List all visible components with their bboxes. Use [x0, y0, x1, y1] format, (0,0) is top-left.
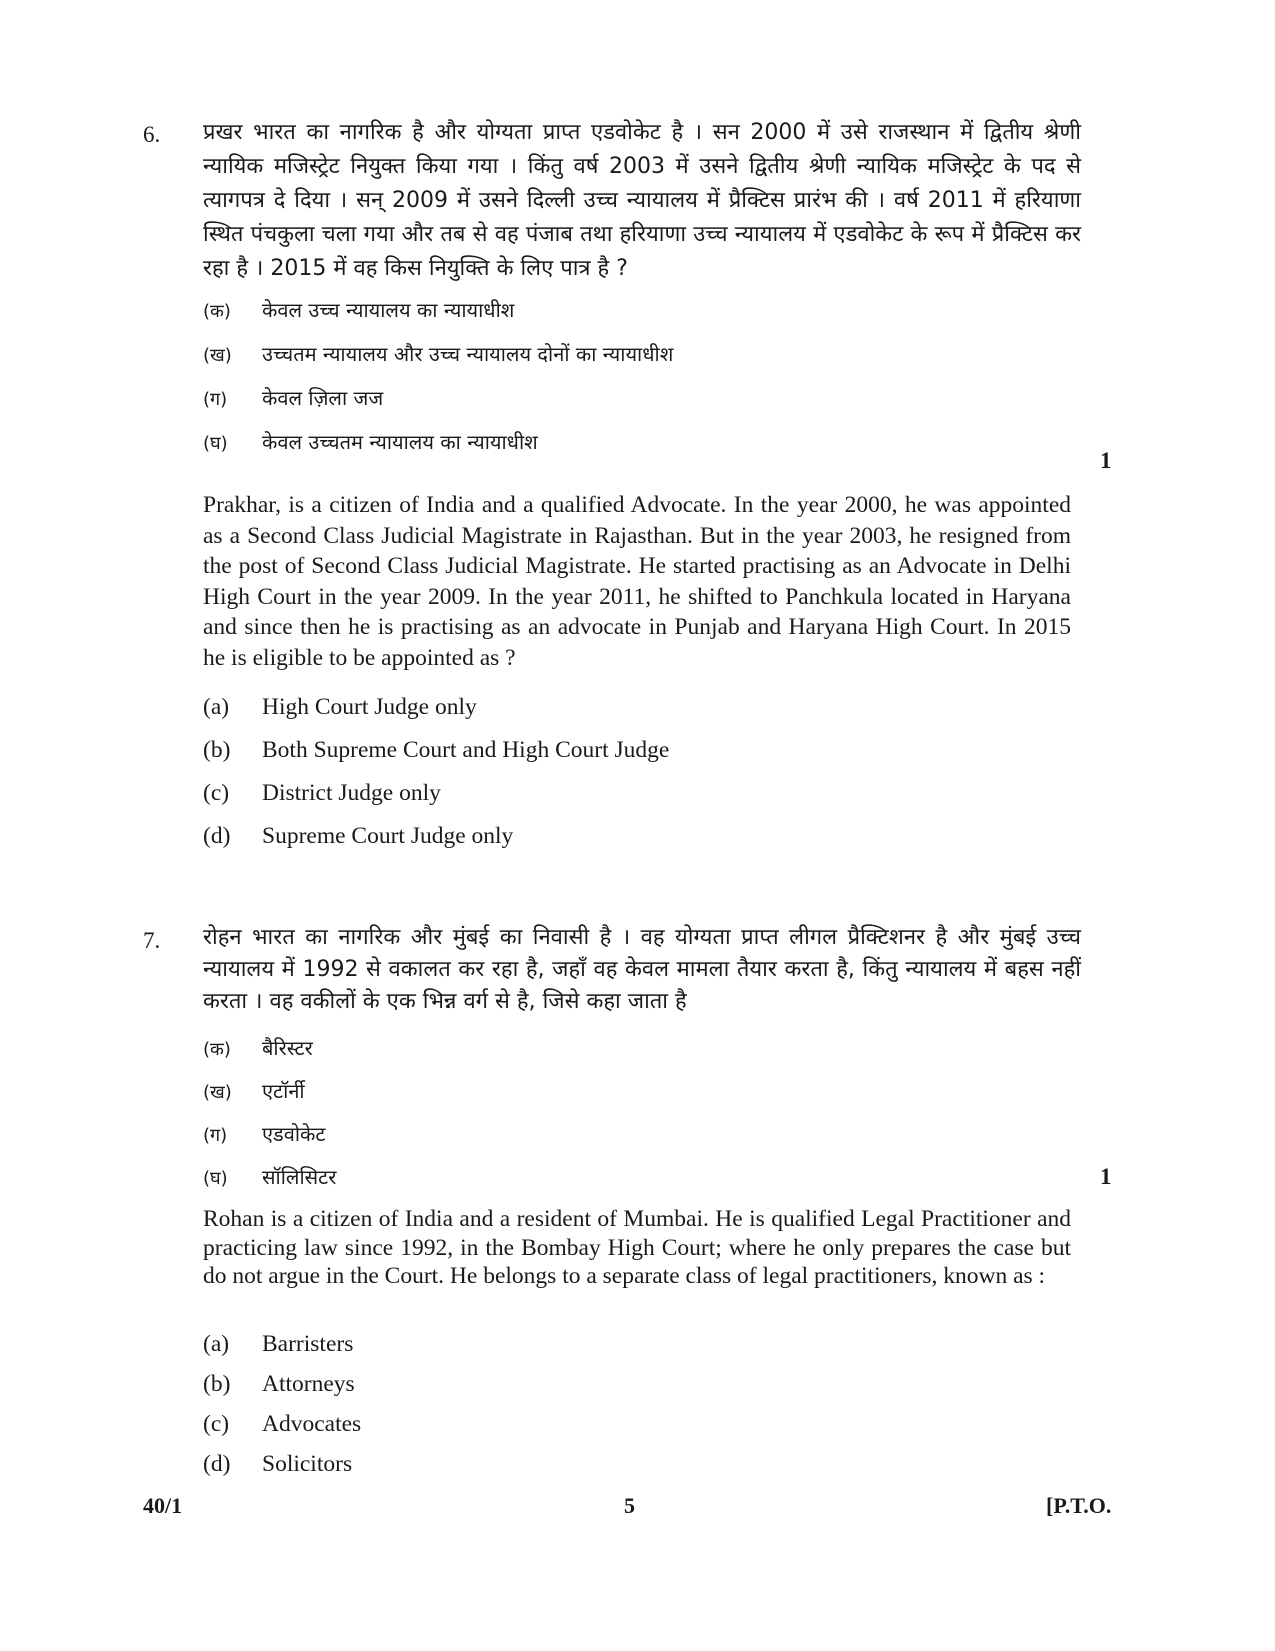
question-text-hindi: रोहन भारत का नागरिक और मुंबई का निवासी है । वह योग्यता प्राप्त लीगल प्रैक्टिशनर है और मुंबई उच्च न्यायालय में 1992 से वकालत कर रहा है, जहाँ वह केवल मामला तैयार करता है, किंतु न्यायालय में बहस नहीं करता । वह वकीलों के एक भिन्न वर्ग से है, जिसे कहा जाता है [203, 925, 1081, 1014]
option-d [203, 823, 513, 850]
option-label: (c) [203, 1411, 230, 1437]
option-label: (a) [203, 1331, 230, 1357]
question-text-english: Prakhar, is a citizen of India and a qualified Advocate. In the year 2000, he was appointed as a Second Class Judicial Magistrate in Rajasthan. But in the year 2003, he resigned from the post of Second Class Judicial Magistrate. He started practising as an Advocate in Delhi High Court in the year 2009. In the year 2011, he shifted to Panchkula located in Haryana and since then he is practising as an advocate in Punjab and Haryana High Court. In 2015 he is eligible to be appointed as ? [203, 492, 1071, 671]
option-text: Barristers [262, 1331, 354, 1357]
option-label: (घ) [203, 1168, 228, 1189]
option-text: Solicitors [262, 1451, 353, 1477]
option-ga [203, 384, 383, 411]
option-label: (ग) [203, 1125, 228, 1146]
option-text: केवल ज़िला जज [262, 386, 384, 410]
option-ka [203, 1034, 313, 1061]
option-label: (b) [203, 1371, 231, 1397]
option-label: (ख) [203, 345, 232, 366]
option-label: (d) [203, 1451, 231, 1477]
question-number: 6. [143, 122, 161, 147]
option-text: उच्चतम न्यायालय और उच्च न्यायालय दोनों का न्यायाधीश [262, 342, 674, 366]
option-label: (c) [203, 780, 230, 806]
option-label: (b) [203, 737, 231, 763]
marks: 1 [1100, 1164, 1112, 1189]
option-d [203, 1451, 352, 1478]
option-a [203, 694, 477, 721]
option-label: (घ) [203, 433, 228, 454]
option-text: एटॉर्नी [262, 1079, 305, 1103]
marks: 1 [1100, 448, 1112, 473]
option-label: (ख) [203, 1082, 232, 1103]
option-b [203, 1371, 355, 1398]
option-text: केवल उच्चतम न्यायालय का न्यायाधीश [262, 430, 538, 454]
option-text: Advocates [262, 1411, 362, 1437]
option-label: (ग) [203, 389, 228, 410]
option-label: (क) [203, 1039, 231, 1060]
page-number: 5 [624, 1493, 635, 1518]
option-b [203, 737, 669, 764]
option-text: बैरिस्टर [262, 1036, 313, 1060]
option-kha [203, 340, 673, 367]
question-number: 7. [143, 928, 161, 953]
option-label: (a) [203, 694, 230, 720]
option-text: केवल उच्च न्यायालय का न्यायाधीश [262, 298, 515, 322]
option-text: High Court Judge only [262, 694, 477, 720]
option-gha [203, 428, 538, 455]
option-c [203, 1411, 361, 1438]
paper-code: 40/1 [143, 1493, 183, 1518]
option-text: Both Supreme Court and High Court Judge [262, 737, 670, 763]
option-text: Supreme Court Judge only [262, 823, 514, 849]
option-ka [203, 296, 514, 323]
option-c [203, 780, 441, 807]
option-text: District Judge only [262, 780, 441, 806]
option-text: Attorneys [262, 1371, 355, 1397]
option-kha [203, 1077, 305, 1104]
option-label: (क) [203, 301, 231, 322]
option-label: (d) [203, 823, 231, 849]
option-text: सॉलिसिटर [262, 1165, 337, 1189]
option-text: एडवोकेट [262, 1122, 326, 1146]
option-a [203, 1331, 353, 1358]
option-gha [203, 1163, 336, 1190]
option-ga [203, 1120, 326, 1147]
question-text-english: Rohan is a citizen of India and a resident of Mumbai. He is qualified Legal Practitioner and practicing law since 1992, in the Bombay High Court; where he only prepares the case but do not argue in the Court. He belongs to a separate class of legal practitioners, known as : [203, 1206, 1071, 1289]
pto-label: [P.T.O. [1046, 1493, 1112, 1518]
question-text-hindi: प्रखर भारत का नागरिक है और योग्यता प्राप्त एडवोकेट है । सन 2000 में उसे राजस्थान में द्वितीय श्रेणी न्यायिक मजिस्ट्रेट नियुक्त किया गया । किंतु वर्ष 2003 में उसने द्वितीय श्रेणी न्यायिक मजिस्ट्रेट के पद से त्यागपत्र दे दिया । सन् 2009 में उसने दिल्ली उच्च न्यायालय में प्रैक्टिस प्रारंभ की । वर्ष 2011 में हरियाणा स्थित पंचकुला चला गया और तब से वह पंजाब तथा हरियाणा उच्च न्यायालय में एडवोकेट के रूप में प्रैक्टिस कर रहा है । 2015 में वह किस नियुक्ति के लिए पात्र है ? [203, 120, 1081, 281]
